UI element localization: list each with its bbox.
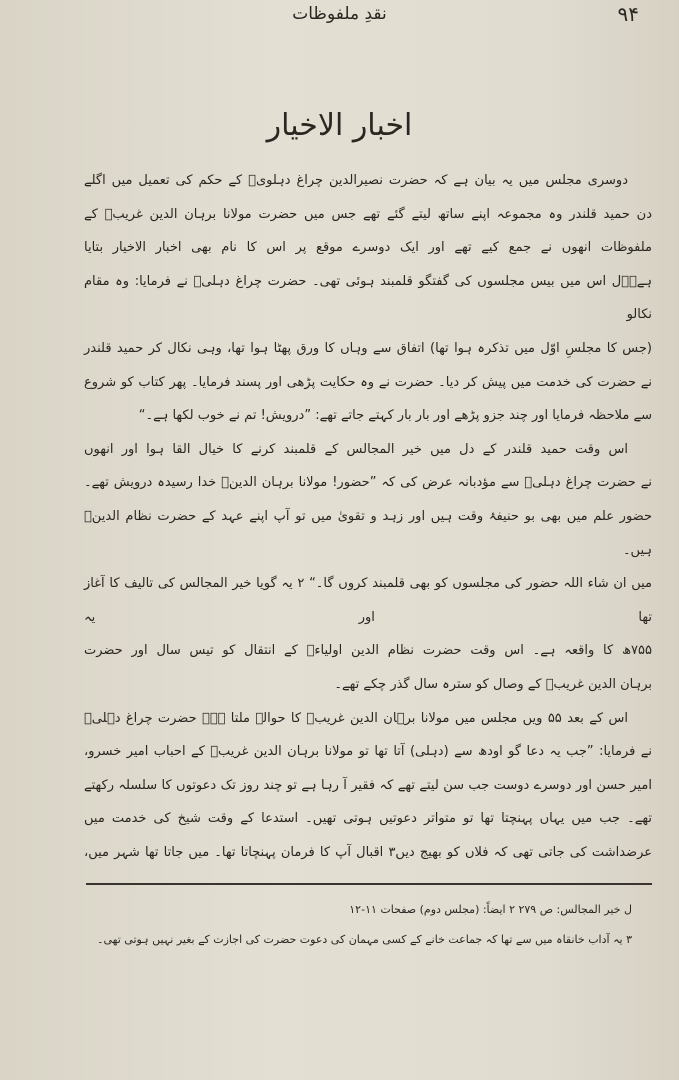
text-line: دوسری مجلس میں یہ بیان ہے کہ حضرت نصیرالدین چراغ دہلویؒ کے حکم کی تعمیل میں اگلے <box>84 173 628 188</box>
text-line: امیر حسن اور دوسرے دوست جب سن لیتے تھے کہ فقیر آ رہا ہے تو چند روز تک دعوتوں کا سلسلہ رکھتے <box>84 777 652 793</box>
footnote-divider <box>86 883 652 885</box>
footnote: ل خیر المجالس: ص ۲۷۹ ۲ ایضاً: (مجلس دوم) صفحات ۱۱-۱۲ <box>349 902 632 916</box>
text-line: (جس کا مجلسِ اوّل میں تذکرہ ہوا تھا) اتفاق سے وہاں کا ورق پھٹا ہوا تھا، وہی نکال کر حمید قلندر <box>84 340 652 356</box>
text-line: ہے۔ؔل اس میں بیس مجلسوں کی گفتگو قلمبند ہوئی تھی۔ حضرت چراغ دہلیؒ نے فرمایا: وہ مقام نکالو <box>84 273 652 323</box>
text-line: حضور علم میں بھی بو حنیفۂ وقت ہیں اور زہد و تقویٰ میں تو آپ اپنے عہد کے حضرت نظام الدینؒ ہیں۔ <box>84 508 652 558</box>
text-line: ملفوظات انھوں نے جمع کیے تھے اور ایک دوسرے موقع پر اس کا نام بھی اخبار الاخیار بتایا <box>84 240 652 256</box>
page-number: ۹۴ <box>617 2 639 26</box>
running-header-title: نقدِ ملفوظات <box>292 4 387 24</box>
text-line: نے حضرت کی خدمت میں پیش کر دیا۔ حضرت نے وہ حکایت پڑھی اور پسند فرمایا۔ پھر کتاب کو شروع <box>84 374 652 390</box>
text-line: نے فرمایا: ”جب یہ دعا گو اودھ سے (دہلی) آتا تھا تو مولانا برہان الدین غریبؒ کے احباب امیر خسرو، <box>84 744 652 760</box>
text-line: تھے۔ جب میں یہاں پہنچتا تھا تو متواتر دعوتیں ہوتی تھیں۔ استدعا کے وقت شیخ کی خدمت میں <box>84 811 652 827</box>
text-line: دن حمید قلندر وہ مجموعہ اپنے ساتھ لیتے گئے تھے جس میں حضرت مولانا برہان الدین غریبؒ کے <box>84 206 652 222</box>
text-line: سے ملاحظہ فرمایا اور چند جزو پڑھے اور بار بار کہتے جاتے تھے: ”درویش! تم نے خوب لکھا ہے۔“ <box>138 408 652 424</box>
text-line: عرضداشت کی جاتی تھی کہ فلاں کو بھیج دیں۳ اقبال آپ کا فرمان پہنچاتا تھا۔ میں جاتا تھا شہر میں، <box>84 844 652 860</box>
page-content <box>84 164 652 955</box>
text-line: اس کے بعد ۵۵ ویں مجلس میں مولانا برہان الدین غریبؒ کا حوالہ ملتا ہے۔ حضرت چراغ دہلیؒ <box>84 710 628 726</box>
text-line: میں ان شاء اللہ حضور کی مجلسوں کو بھی قلمبند کروں گا۔“ ۲ یہ گویا خیر المجالس کی تالیف کا آغاز تھا اور یہ <box>84 576 652 625</box>
body-text <box>84 164 652 869</box>
chapter-title: اخبار الاخیار <box>266 108 413 143</box>
text-line: برہان الدین غریبؒ کے وصال کو سترہ سال گذر چکے تھے۔ <box>334 676 652 692</box>
text-line: اس وقت حمید قلندر کے دل میں خیر المجالس کے قلمبند کرنے کا خیال القا ہوا اور انھوں <box>84 441 628 457</box>
footnote: ۳ یہ آداب خانقاہ میں سے تھا کہ جماعت خانے کے کسی مہمان کی دعوت حضرت کی اجازت کے بغیر نہیں ہوتی تھی۔ <box>97 932 632 946</box>
text-line: ۷۵۵ھ کا واقعہ ہے۔ اس وقت حضرت نظام الدین اولیاءؒ کے انتقال کو تیس سال اور حضرت <box>84 643 652 659</box>
text-line: نے حضرت چراغ دہلیؒ سے مؤدبانہ عرض کی کہ ”حضور! مولانا برہان الدینؒ خدا رسیدہ درویش تھے۔ <box>84 475 652 491</box>
